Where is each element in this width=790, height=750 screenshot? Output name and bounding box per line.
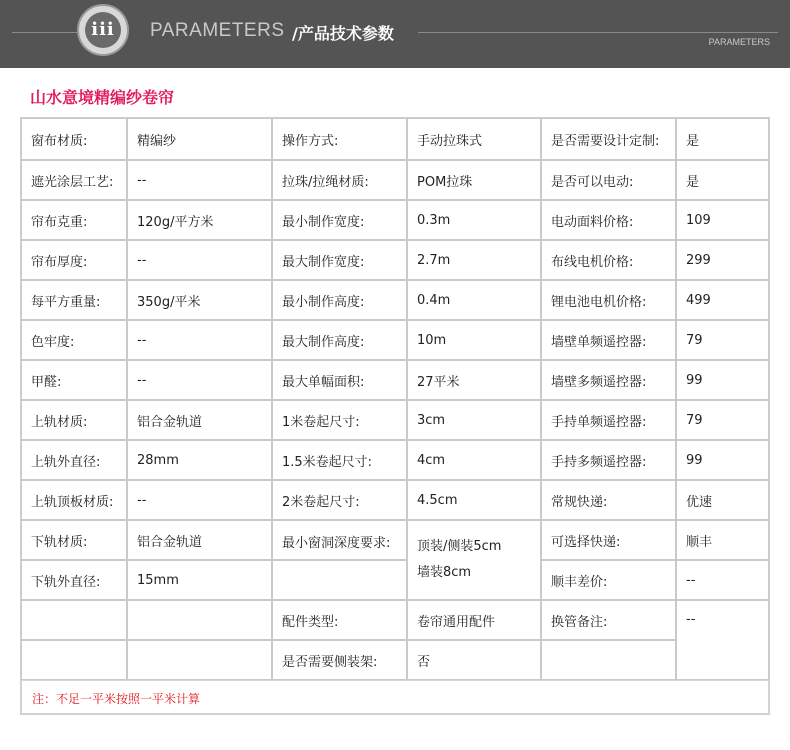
spec-value: 79 [676, 400, 769, 440]
spec-label: 锂电池电机价格: [541, 280, 676, 320]
spec-value: 109 [676, 200, 769, 240]
spec-label: 电动面料价格: [541, 200, 676, 240]
spec-label: 窗布材质: [21, 118, 127, 160]
spec-label: 上轨顶板材质: [21, 480, 127, 520]
spec-label: 最小制作高度: [272, 280, 407, 320]
spec-label: 拉珠/拉绳材质: [272, 160, 407, 200]
spec-label: 最大制作高度: [272, 320, 407, 360]
spec-label: 上轨外直径: [21, 440, 127, 480]
spec-value: 79 [676, 320, 769, 360]
spec-label: 帘布厚度: [21, 240, 127, 280]
spec-label: 遮光涂层工艺: [21, 160, 127, 200]
spec-label: 上轨材质: [21, 400, 127, 440]
spec-value: 精编纱 [127, 118, 272, 160]
spec-label: 最大制作宽度: [272, 240, 407, 280]
spec-label: 色牢度: [21, 320, 127, 360]
spec-value: -- [676, 560, 769, 600]
spec-value: 是 [676, 118, 769, 160]
spec-label: 墙壁多频遥控器: [541, 360, 676, 400]
header-title-en: PARAMETERS [150, 20, 285, 41]
spec-label: 1米卷起尺寸: [272, 400, 407, 440]
spec-value: 2.7m [407, 240, 541, 280]
spec-label: 可选择快递: [541, 520, 676, 560]
spec-value: 350g/平米 [127, 280, 272, 320]
depth-value-line1: 顶装/侧装5cm [417, 539, 502, 554]
spec-value: 4cm [407, 440, 541, 480]
spec-value: 15mm [127, 560, 272, 600]
spec-value: 299 [676, 240, 769, 280]
empty-cell [272, 560, 407, 600]
empty-cell [21, 640, 127, 680]
spec-value: 3cm [407, 400, 541, 440]
spec-value: 手动拉珠式 [407, 118, 541, 160]
spec-value: 120g/平方米 [127, 200, 272, 240]
spec-label: 布线电机价格: [541, 240, 676, 280]
empty-cell [21, 600, 127, 640]
spec-label: 每平方重量: [21, 280, 127, 320]
spec-value: -- [127, 160, 272, 200]
spec-label: 最小窗洞深度要求: [272, 520, 407, 560]
spec-label: 常规快递: [541, 480, 676, 520]
spec-value: 0.4m [407, 280, 541, 320]
spec-label: 最小制作宽度: [272, 200, 407, 240]
spec-label: 配件类型: [272, 600, 407, 640]
header-title-cn: /产品技术参数 [292, 24, 394, 43]
spec-label: 顺丰差价: [541, 560, 676, 600]
spec-label: 甲醛: [21, 360, 127, 400]
logo-text: iii [85, 12, 121, 48]
header-small-label: PARAMETERS [708, 37, 770, 47]
spec-value: -- [127, 240, 272, 280]
spec-value: -- [676, 600, 769, 680]
header-rule-right [418, 32, 778, 33]
spec-value: 铝合金轨道 [127, 520, 272, 560]
spec-label: 换管备注: [541, 600, 676, 640]
spec-value: 10m [407, 320, 541, 360]
depth-value-line2: 墙装8cm [417, 565, 472, 580]
spec-value: -- [127, 360, 272, 400]
header-banner [0, 0, 790, 68]
spec-table [20, 117, 770, 715]
spec-label: 操作方式: [272, 118, 407, 160]
spec-label: 下轨外直径: [21, 560, 127, 600]
header-rule-left [12, 32, 78, 33]
spec-value: 28mm [127, 440, 272, 480]
spec-value: 0.3m [407, 200, 541, 240]
spec-label: 帘布克重: [21, 200, 127, 240]
spec-label: 2米卷起尺寸: [272, 480, 407, 520]
spec-label: 是否需要设计定制: [541, 118, 676, 160]
roman-numeral-logo [77, 4, 129, 56]
spec-value: 卷帘通用配件 [407, 600, 541, 640]
spec-label: 是否需要侧装架: [272, 640, 407, 680]
footnote: 注：不足一平米按照一平米计算 [32, 692, 201, 706]
spec-value: 4.5cm [407, 480, 541, 520]
spec-label: 1.5米卷起尺寸: [272, 440, 407, 480]
spec-value: 铝合金轨道 [127, 400, 272, 440]
spec-label: 墙壁单频遥控器: [541, 320, 676, 360]
empty-cell [127, 600, 272, 640]
product-title: 山水意境精编纱卷帘 [30, 88, 175, 107]
spec-label: 是否可以电动: [541, 160, 676, 200]
spec-label: 最大单幅面积: [272, 360, 407, 400]
empty-cell [127, 640, 272, 680]
spec-value: POM拉珠 [407, 160, 541, 200]
spec-label: 手持多频遥控器: [541, 440, 676, 480]
spec-value: 99 [676, 440, 769, 480]
spec-value: 是 [676, 160, 769, 200]
spec-value: 顺丰 [676, 520, 769, 560]
spec-value: 99 [676, 360, 769, 400]
window-depth-value [407, 520, 541, 600]
spec-value: 优速 [676, 480, 769, 520]
spec-label: 下轨材质: [21, 520, 127, 560]
spec-value: -- [127, 480, 272, 520]
empty-cell [541, 640, 676, 680]
spec-value: 27平米 [407, 360, 541, 400]
spec-label: 手持单频遥控器: [541, 400, 676, 440]
spec-value: 499 [676, 280, 769, 320]
spec-value: -- [127, 320, 272, 360]
spec-value: 否 [407, 640, 541, 680]
